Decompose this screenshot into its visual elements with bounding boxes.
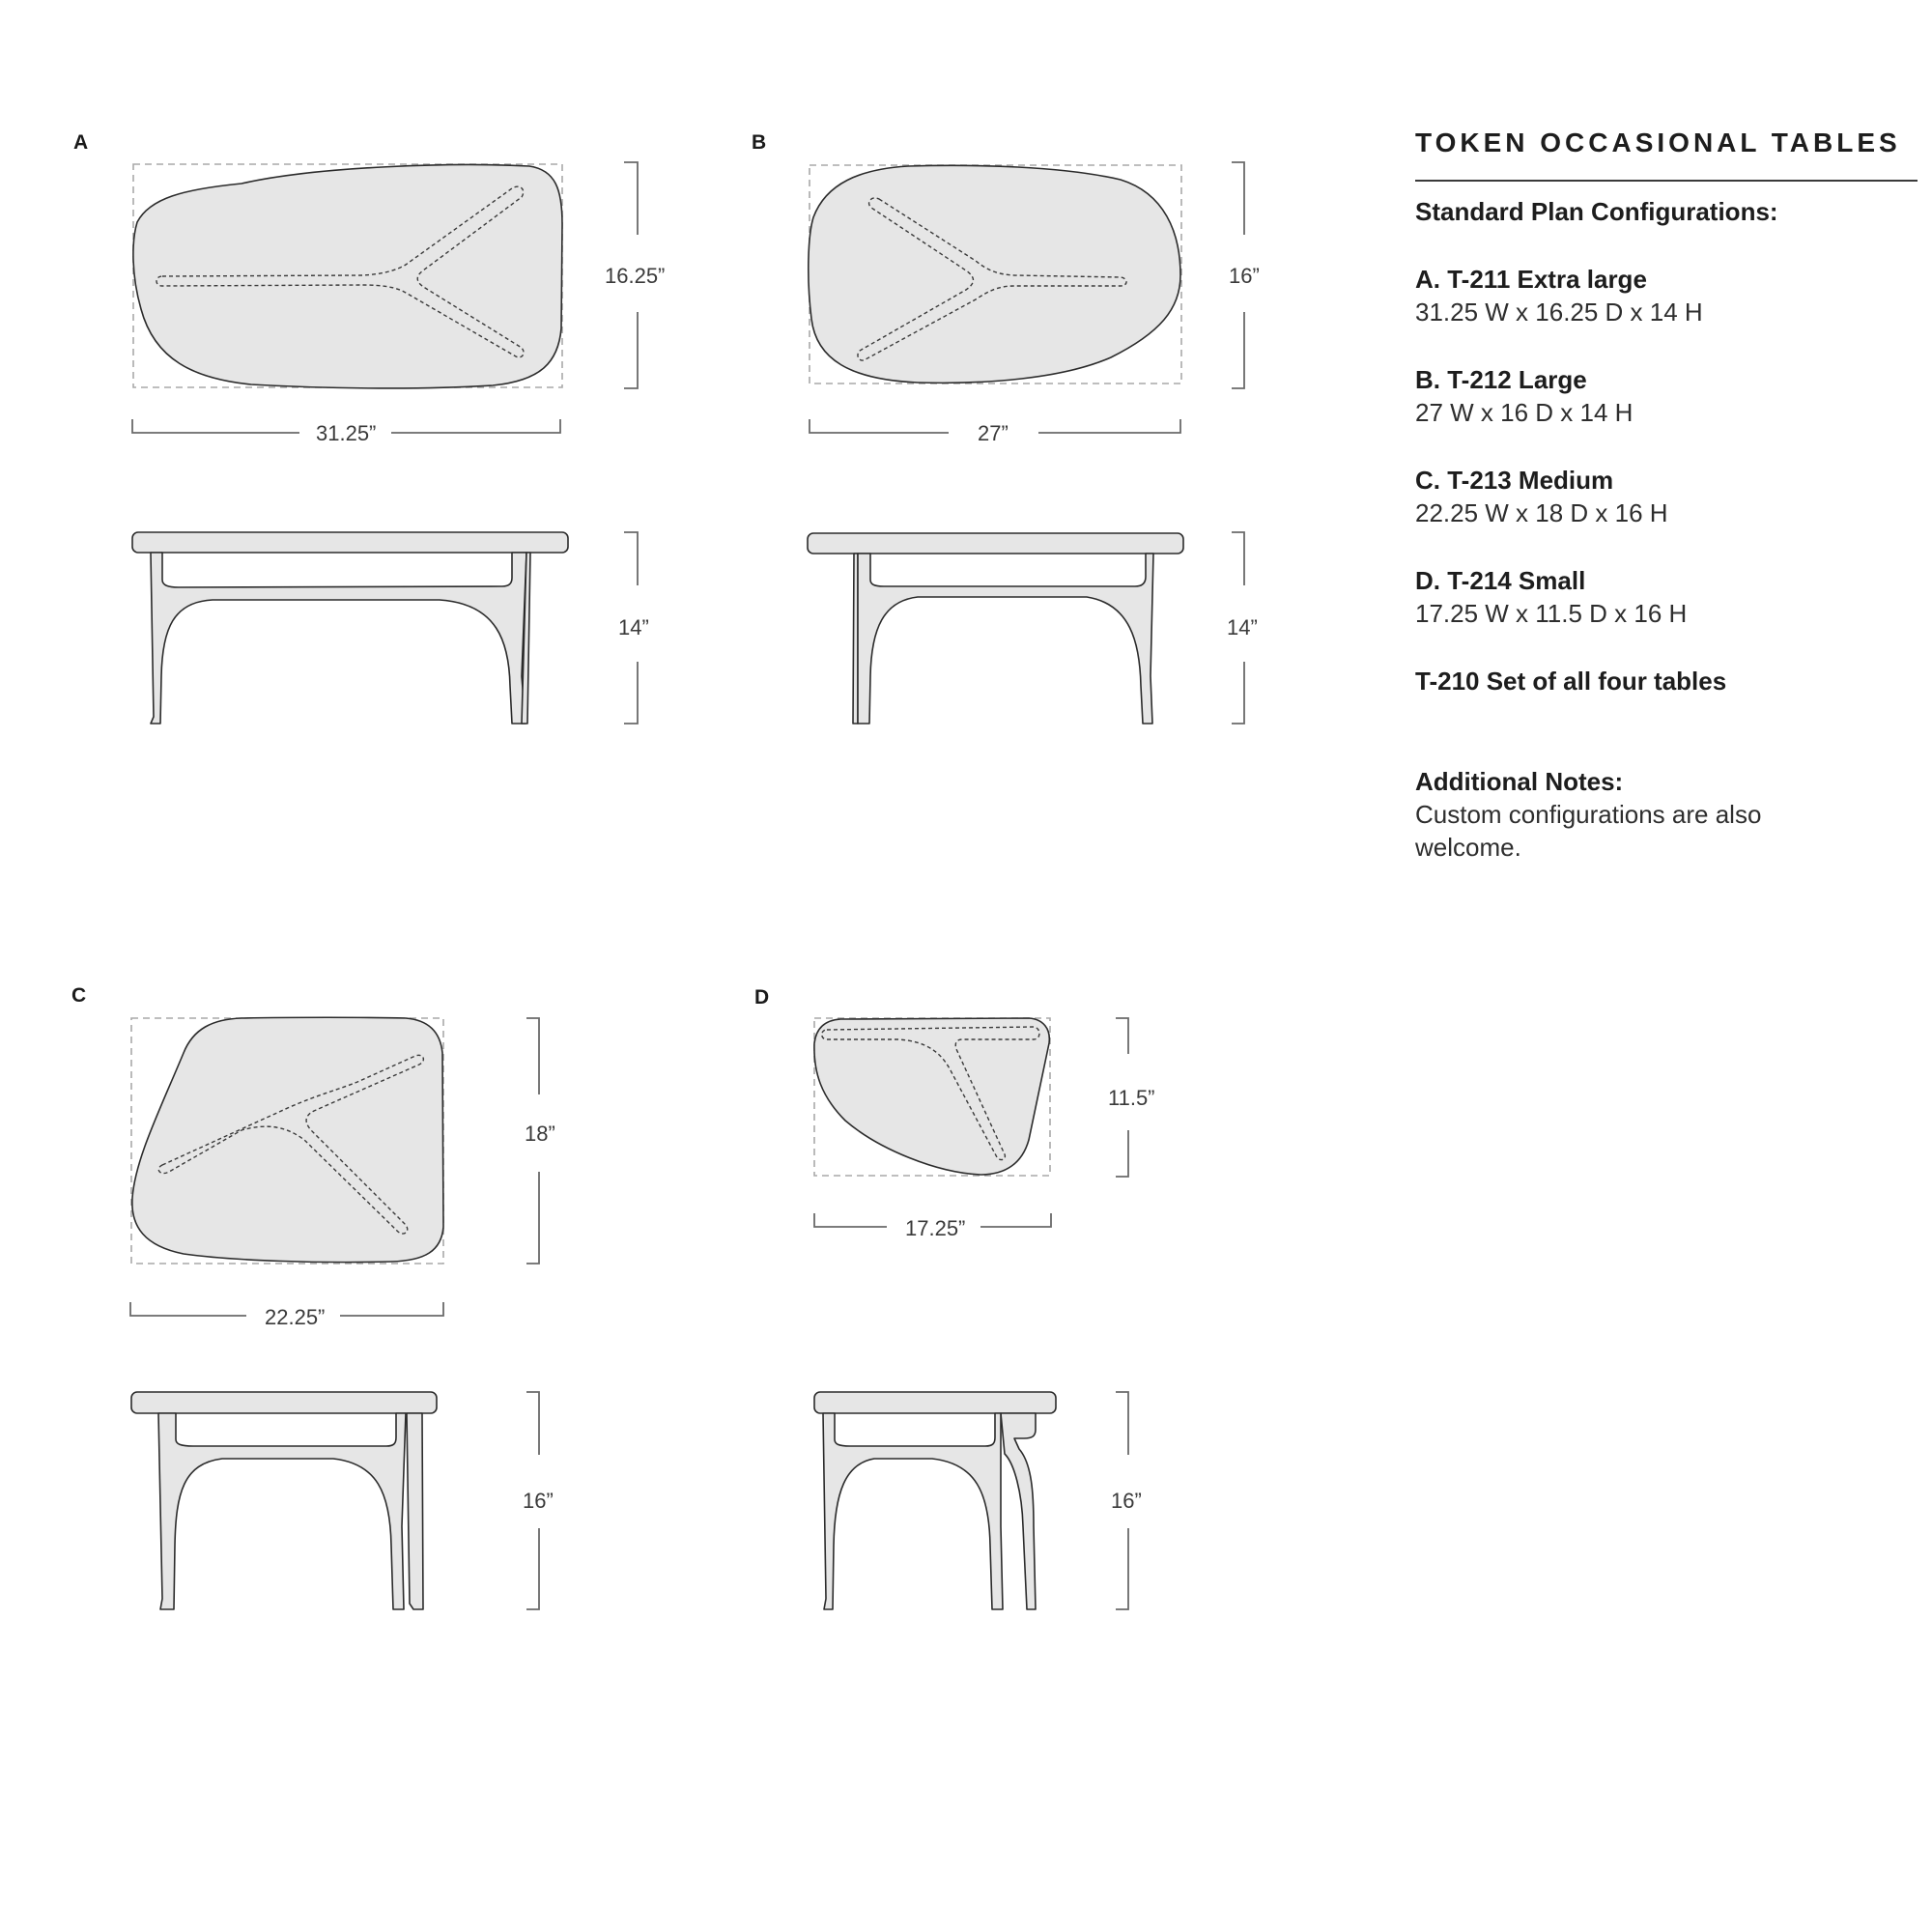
config-dimensions: 27 W x 16 D x 14 H bbox=[1415, 398, 1634, 427]
width-dim-label-a: 31.25” bbox=[316, 421, 377, 445]
title-divider bbox=[1415, 180, 1918, 182]
drawing-a-plan bbox=[73, 131, 665, 445]
height-dim-bottom-b bbox=[1232, 662, 1244, 724]
width-dim-left-a bbox=[132, 419, 299, 433]
drawing-c-plan bbox=[71, 984, 555, 1329]
drawing-a-elevation bbox=[132, 532, 649, 724]
width-dim-label-c: 22.25” bbox=[265, 1305, 326, 1329]
height-dim-top-a bbox=[624, 532, 638, 585]
depth-dim-top-c bbox=[526, 1018, 539, 1094]
height-dim-top-d bbox=[1116, 1392, 1128, 1455]
depth-dim-top-d bbox=[1116, 1018, 1128, 1054]
set-label: T-210 Set of all four tables bbox=[1415, 667, 1727, 696]
height-dim-label-a: 14” bbox=[618, 615, 649, 639]
height-dim-label-b: 14” bbox=[1227, 615, 1258, 639]
height-dim-top-c bbox=[526, 1392, 539, 1455]
tabletop-side-a bbox=[132, 532, 568, 553]
config-item-a bbox=[1415, 263, 1918, 328]
tabletop-outline-d bbox=[814, 1018, 1049, 1175]
depth-dim-bottom-b bbox=[1232, 312, 1244, 388]
rear-leg-c bbox=[407, 1413, 423, 1609]
height-dim-label-c: 16” bbox=[523, 1489, 554, 1513]
notes-heading: Additional Notes: bbox=[1415, 767, 1624, 796]
leg-frame-d bbox=[823, 1413, 1003, 1609]
depth-dim-label-c: 18” bbox=[525, 1122, 555, 1146]
width-dim-left-b bbox=[810, 419, 949, 433]
depth-dim-top-b bbox=[1232, 162, 1244, 235]
panel-label-b: B bbox=[752, 131, 767, 154]
depth-dim-bottom-a bbox=[624, 312, 638, 388]
drawing-b-plan bbox=[752, 131, 1260, 445]
drawing-d-plan bbox=[754, 986, 1155, 1240]
rear-leg-frame-d bbox=[1001, 1413, 1036, 1609]
panel-label-d: D bbox=[754, 986, 770, 1009]
config-name: C. T-213 Medium bbox=[1415, 466, 1614, 495]
additional-notes bbox=[1415, 765, 1918, 864]
width-dim-label-b: 27” bbox=[978, 421, 1009, 445]
drawing-c-elevation bbox=[131, 1392, 554, 1609]
panel-label-c: C bbox=[71, 984, 87, 1007]
width-dim-left-d bbox=[814, 1213, 887, 1227]
drawing-d-elevation bbox=[814, 1392, 1142, 1609]
tabletop-outline-b bbox=[809, 165, 1180, 383]
depth-dim-bottom-d bbox=[1116, 1130, 1128, 1177]
depth-dim-label-b: 16” bbox=[1229, 264, 1260, 288]
tabletop-outline-c bbox=[132, 1017, 443, 1262]
config-name: B. T-212 Large bbox=[1415, 365, 1587, 394]
depth-dim-bottom-c bbox=[526, 1172, 539, 1264]
depth-dim-label-d: 11.5” bbox=[1108, 1086, 1155, 1110]
config-item-c bbox=[1415, 464, 1918, 529]
config-dimensions: 22.25 W x 18 D x 16 H bbox=[1415, 498, 1668, 527]
width-dim-right-c bbox=[340, 1302, 443, 1316]
tabletop-side-b bbox=[808, 533, 1183, 554]
config-item-d bbox=[1415, 564, 1918, 630]
leg-frame-c bbox=[158, 1413, 406, 1609]
depth-dim-top-a bbox=[624, 162, 638, 235]
height-dim-bottom-c bbox=[526, 1528, 539, 1609]
depth-dim-label-a: 16.25” bbox=[605, 264, 666, 288]
width-dim-right-a bbox=[391, 419, 560, 433]
width-dim-left-c bbox=[130, 1302, 246, 1316]
width-dim-right-b bbox=[1038, 419, 1180, 433]
drawing-b-elevation bbox=[808, 532, 1258, 724]
tabletop-side-d bbox=[814, 1392, 1056, 1413]
tabletop-side-c bbox=[131, 1392, 437, 1413]
leg-frame-b bbox=[858, 554, 1153, 724]
config-name: D. T-214 Small bbox=[1415, 566, 1586, 595]
notes-body: Custom configurations are also welcome. bbox=[1415, 800, 1762, 862]
config-dimensions: 31.25 W x 16.25 D x 14 H bbox=[1415, 298, 1703, 327]
panel-label-a: A bbox=[73, 131, 89, 154]
page-title: TOKEN OCCASIONAL TABLES bbox=[1415, 128, 1901, 157]
height-dim-bottom-d bbox=[1116, 1528, 1128, 1609]
spec-sheet-panel bbox=[1415, 124, 1918, 864]
leg-frame-a bbox=[151, 553, 526, 724]
height-dim-label-d: 16” bbox=[1111, 1489, 1142, 1513]
height-dim-bottom-a bbox=[624, 662, 638, 724]
width-dim-label-d: 17.25” bbox=[905, 1216, 966, 1240]
config-name: A. T-211 Extra large bbox=[1415, 265, 1647, 294]
width-dim-right-d bbox=[980, 1213, 1051, 1227]
config-dimensions: 17.25 W x 11.5 D x 16 H bbox=[1415, 599, 1688, 628]
configurations-heading: Standard Plan Configurations: bbox=[1415, 197, 1778, 226]
height-dim-top-b bbox=[1232, 532, 1244, 585]
config-item-b bbox=[1415, 363, 1918, 429]
